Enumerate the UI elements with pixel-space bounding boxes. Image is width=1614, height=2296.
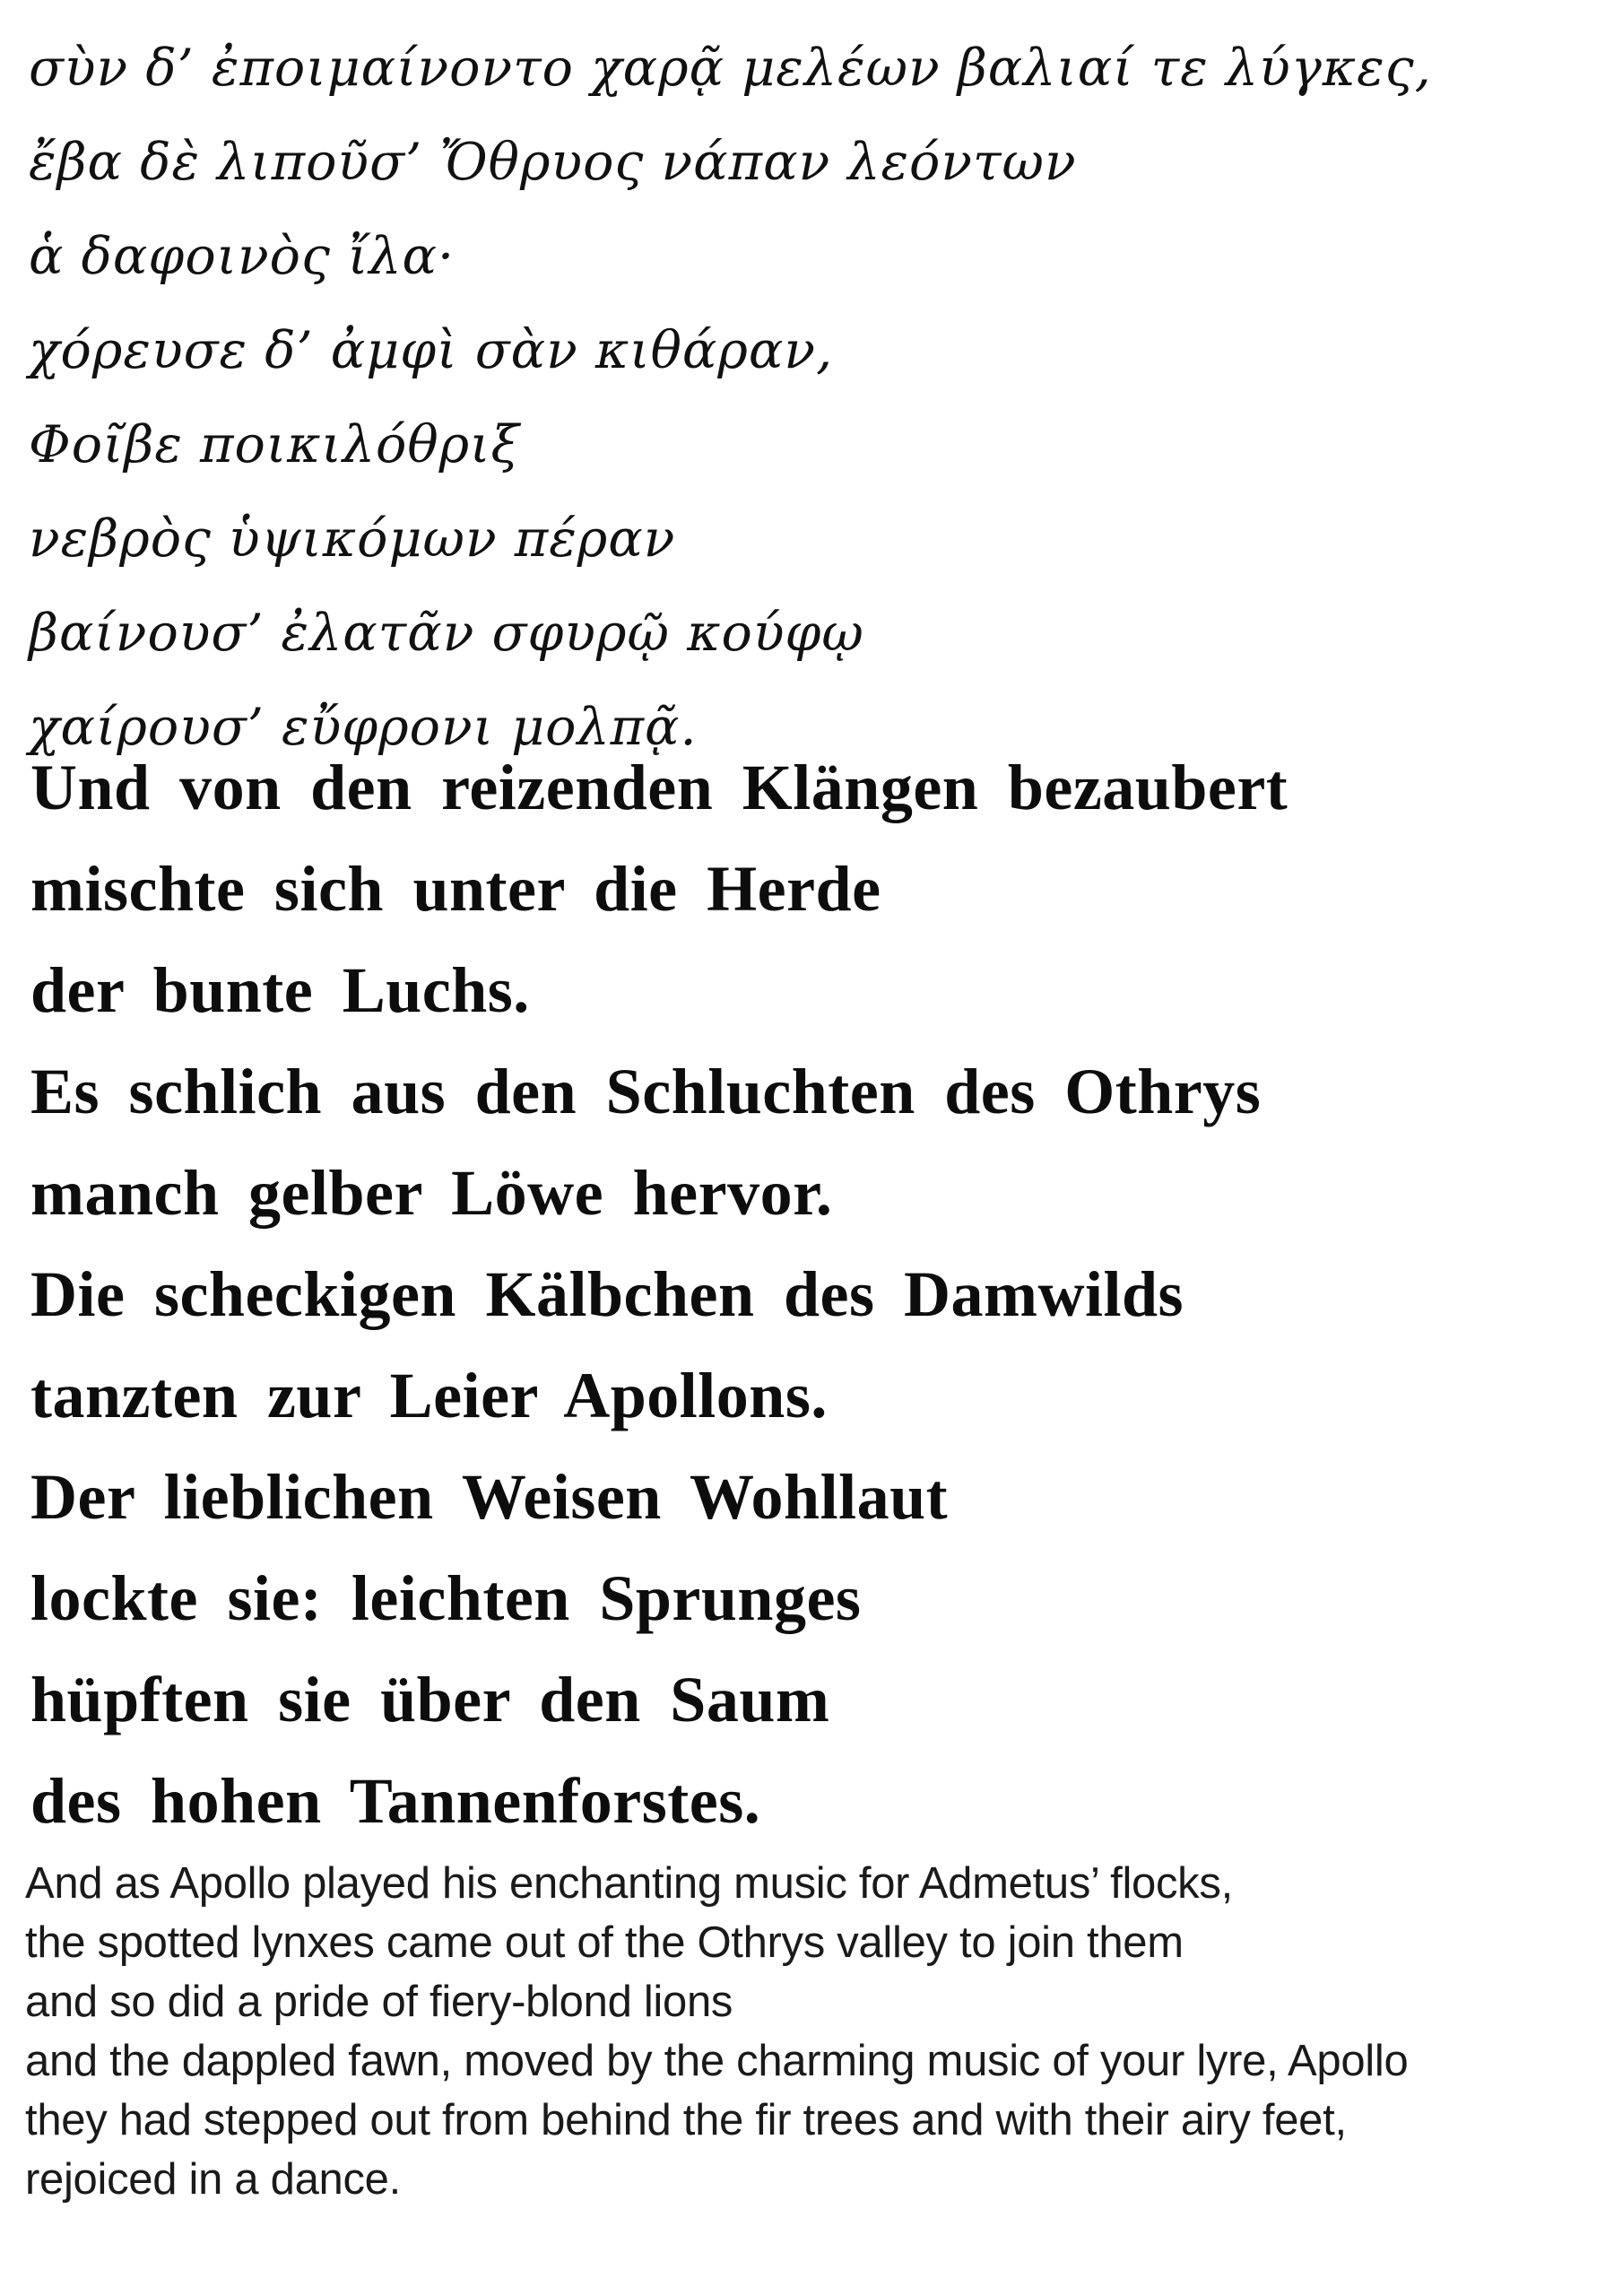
german-line-5: manch gelber Löwe hervor. [30,1157,833,1229]
english-line-1: And as Apollo played his enchanting music for Admetus’ flocks, [25,1859,1233,1908]
english-line-2: the spotted lynxes came out of the Othrys valley to join them [25,1918,1184,1967]
english-line-3: and so did a pride of fiery-blond lions [25,1978,733,2026]
german-line-10: hüpften sie über den Saum [30,1664,830,1735]
german-line-1: Und von den reizenden Klängen bezaubert [30,752,1289,823]
greek-line-2: ἔβα δὲ λιποῦσ’ Ὄθρυος νάπαν λεόντων [29,133,1077,192]
greek-line-4: χόρευσε δ’ ἀμφὶ σὰν κιθάραν, [29,321,834,380]
german-line-4: Es schlich aus den Schluchten des Othrys [30,1056,1262,1127]
english-line-4: and the dappled fawn, moved by the charming music of your lyre, Apollo [25,2037,1409,2085]
greek-line-3: ἁ δαφοινὸς ἴλα· [29,227,456,286]
english-translation [25,1859,1409,2217]
german-line-2: mischte sich unter die Herde [30,853,881,925]
german-line-11: des hohen Tannenforstes. [30,1765,761,1837]
german-line-3: der bunte Luchs. [30,954,530,1026]
english-line-5: they had stepped out from behind the fir trees and with their airy feet, [25,2096,1347,2144]
german-translation [30,752,1289,1870]
greek-original-text [29,0,1432,757]
greek-line-8: χαίρουσ’ εὔφρονι μολπᾷ. [29,698,698,757]
greek-line-1: σὺν δ’ ἐποιμαίνοντο χαρᾷ μελέων βαλιαί τε λύγκες, [29,39,1432,98]
german-line-6: Die scheckigen Kälbchen des Damwilds [30,1258,1184,1330]
english-line-6: rejoiced in a dance. [25,2155,401,2204]
german-line-8: Der lieblichen Weisen Wohllaut [30,1461,949,1533]
german-line-7: tanzten zur Leier Apollons. [30,1360,828,1431]
greek-line-7: βαίνουσ’ ἐλατᾶν σφυρῷ κούφῳ [29,604,864,663]
greek-line-6: νεβρὸς ὑψικόμων πέραν [29,509,676,569]
greek-line-5: Φοῖβε ποικιλόθριξ [29,415,520,474]
german-line-9: lockte sie: leichten Sprunges [30,1562,862,1634]
